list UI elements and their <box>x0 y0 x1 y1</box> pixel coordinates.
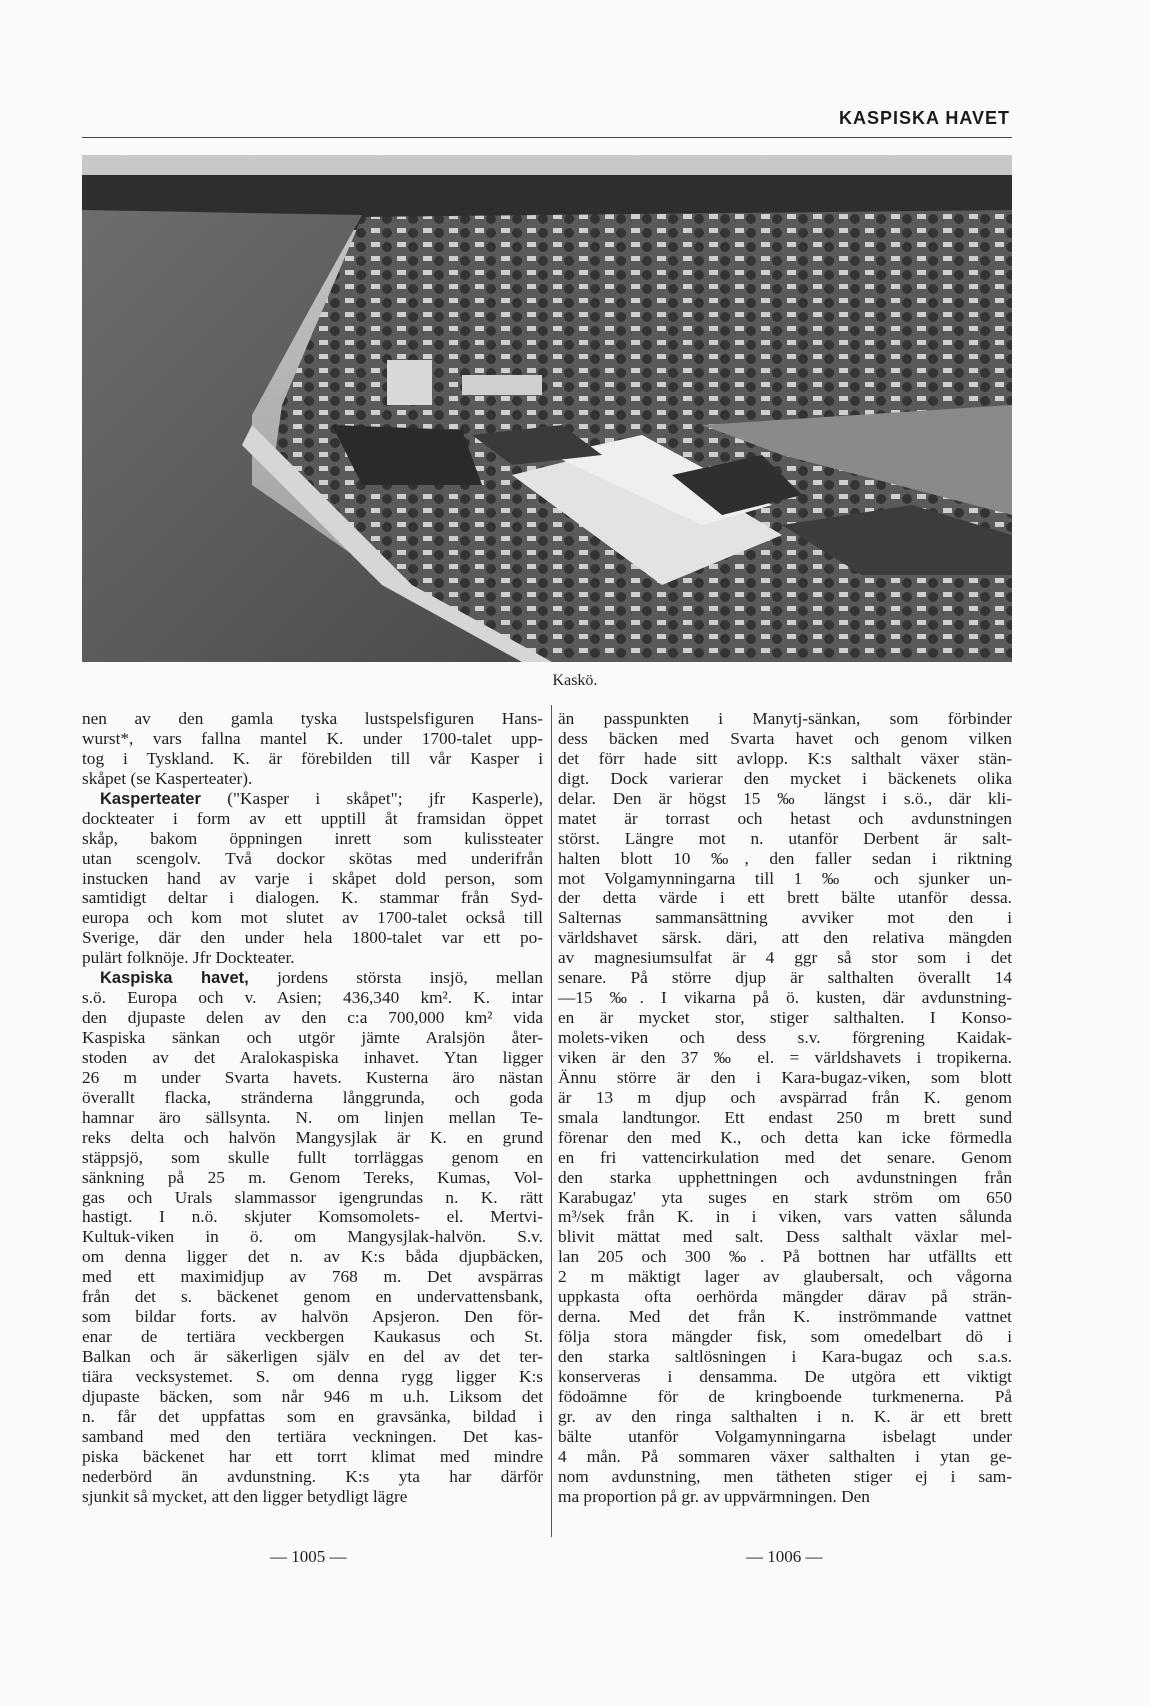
text-line: digt. Dock varierar den mycket i bäckenets olika <box>558 768 1012 788</box>
text-line: än passpunkten i Manytj-sänkan, som förbinder <box>558 709 1012 728</box>
entry-headword: Kaspiska havet, <box>100 969 249 988</box>
text-line: —15 ‰. I vikarna på ö. kusten, där avdunstning- <box>558 988 1012 1008</box>
text-line: stäppsjö, som skulle fullt torrläggas genom en <box>82 1147 543 1167</box>
text-line: delar. Den är högst 15 ‰ längst i s.ö., där kli- <box>558 788 1012 808</box>
text-line: blivit mättat med salt. Dess salthalt växlar mel- <box>558 1227 1012 1247</box>
text-line <box>82 968 543 988</box>
text-line: reks delta och halvön Mangysjlak är K. en grund <box>82 1127 543 1147</box>
text-line: som bildar forts. av halvön Apsjeron. Den för- <box>82 1307 543 1327</box>
text-line: der detta värde i ett brett bälte utanför dessa. <box>558 888 1012 908</box>
running-head: KASPISKA HAVET <box>838 108 1010 128</box>
text-line: tog i Tyskland. K. är förebilden till vår Kasper i <box>82 748 543 768</box>
text-line: Kultuk-viken in ö. om Mangysjlak-halvön. S.v. <box>82 1227 543 1247</box>
text-line: skåp, bakom öppningen inrett som kulissteater <box>82 828 543 848</box>
text-line: mot Volgamynningarna till 1 ‰ och sjunker un- <box>558 868 1012 888</box>
right-text-column <box>558 709 1012 1507</box>
text-line: från det s. bäckenet genom en undervattensbank, <box>82 1287 543 1307</box>
text-line: dockteater i form av ett upptill åt framsidan öppet <box>82 808 543 828</box>
text-line: sänkning på 25 m. Genom Tereks, Kumas, Vol- <box>82 1167 543 1187</box>
text-line: samtidigt deltar i dialogen. K. stammar från Syd- <box>82 888 543 908</box>
entry-headword: Kasperteater <box>100 789 201 808</box>
text-line: derna. Med det från K. inströmmande vattnet <box>558 1307 1012 1327</box>
text-line: nom avdunstning, men tätheten stiger ej i sam- <box>558 1466 1012 1486</box>
text-line: Kaspiska sänkan och utgör jämte Aralsjön åter- <box>82 1028 543 1047</box>
text-line: bälte utanför Volgamynningarna isbelagt under <box>558 1426 1012 1446</box>
text-line: födoämne för de kringboende turkmenerna. På <box>558 1386 1012 1406</box>
text-line: om denna ligger det n. av K:s båda djupbäcken, <box>82 1247 543 1267</box>
text-line: den starka upphettningen och avdunstningen från <box>558 1167 1012 1187</box>
text-line: Salternas sammansättning avviker mot den i <box>558 908 1012 928</box>
text-line: s.ö. Europa och v. Asien; 436,340 km². K. intar <box>82 988 543 1008</box>
text-line: den starka saltlösningen i Kara-bugaz och s.a.s. <box>558 1347 1012 1366</box>
text-line: med ett maximidjup av 768 m. Det avspärras <box>82 1267 543 1287</box>
text-line: överallt flacka, stränderna långgrunda, och goda <box>82 1087 543 1107</box>
text-line: 2 m mäktigt lager av glaubersalt, och vågorna <box>558 1267 1012 1287</box>
text-line: störst. Längre mot n. utanför Derbent är salt- <box>558 828 1012 848</box>
figure-caption: Kaskö. <box>552 672 598 689</box>
header-rule <box>82 137 1012 138</box>
text-line: n. får det uppfattas som en gravsänka, bildad i <box>82 1406 543 1426</box>
text-line: Ännu större är den i Kara-bugaz-viken, som blott <box>558 1067 1012 1087</box>
text-line: halten blott 10 ‰, den faller sedan i riktning <box>558 848 1012 868</box>
text-line: djupaste bäcken, som når 946 m u.h. Liksom det <box>82 1386 543 1406</box>
text-line: gas och Urals slammassor igengrundas n. K. rätt <box>82 1187 543 1207</box>
entry-text: jordens största insjö, mellan <box>248 968 544 988</box>
text-line: en fri vattencirkulation med det senare. Genom <box>558 1147 1012 1167</box>
text-line: konserveras i densamma. De utgöra ett viktigt <box>558 1366 1012 1386</box>
text-line: den djupaste delen av den c:a 700,000 km² vida <box>82 1008 543 1028</box>
text-line: Balkan och är säkerligen själv en del av det ter- <box>82 1347 543 1366</box>
text-line <box>82 789 543 809</box>
text-line: av magnesiumsulfat är 4 ggr så stor som i det <box>558 948 1012 968</box>
text-line: enar de tertiära veckbergen Kaukasus och St. <box>82 1327 543 1347</box>
text-line: molets-viken och dess s.v. förgrening Kaidak- <box>558 1028 1012 1047</box>
text-line: europa och kom mot slutet av 1700-talet också till <box>82 908 543 928</box>
text-line: uppkasta ofta oerhörda mängder därav på strän- <box>558 1287 1012 1307</box>
page-number-right: — 1006 — <box>746 1547 823 1566</box>
text-line: instucken hand av varje i skåpet dold person, som <box>82 868 543 888</box>
text-line: sjunkit så mycket, att den ligger betydligt lägre <box>82 1486 408 1506</box>
text-line: tiära vecksystemet. S. om denna rygg ligger K:s <box>82 1366 543 1386</box>
text-line: hamnar äro sällsynta. N. om linjen mellan Te- <box>82 1107 543 1127</box>
column-rule <box>551 705 552 1537</box>
text-line: m³/sek från K. in i viken, vars vatten sålunda <box>558 1207 1012 1227</box>
text-line: det förr hade sitt avlopp. K:s salthalt växer stän- <box>558 748 1012 768</box>
page-number-left: — 1005 — <box>270 1547 347 1566</box>
text-line: följa stora mängder fisk, som omedelbart dö i <box>558 1327 1012 1347</box>
text-line: Sverige, där den under hela 1800-talet var ett po- <box>82 928 543 948</box>
left-text-column <box>82 709 543 1507</box>
text-line: wurst*, vars fallna mantel K. under 1700-talet upp- <box>82 728 543 748</box>
text-line: skåpet (se Kasperteater). <box>82 768 253 788</box>
text-line: viken är den 37 ‰ el. = världshavets i tropikerna. <box>558 1047 1012 1067</box>
text-line: nederbörd än avdunstning. K:s yta har därför <box>82 1466 543 1486</box>
text-line: stoden av det Aralokaspiska inhavet. Ytan ligger <box>82 1047 543 1067</box>
text-line: senare. På större djup är salthalten överallt 14 <box>558 968 1012 988</box>
text-line: 4 mån. På sommaren växer salthalten i ytan ge- <box>558 1446 1012 1466</box>
text-line: världshavet särsk. däri, att den relativa mängden <box>558 928 1012 948</box>
text-line: dess bäcken med Svarta havet och genom vilken <box>558 728 1012 748</box>
text-line: förenar den med K., och detta kan icke förmedla <box>558 1127 1012 1147</box>
text-line: är 13 m djup och avspärrad från K. genom <box>558 1087 1012 1107</box>
text-line: utan scengolv. Två dockor skötas med underifrån <box>82 848 543 868</box>
text-line: en är mycket stor, stiger salthalten. I Konso- <box>558 1008 1012 1028</box>
text-line: hastigt. I n.ö. skjuter Komsomolets- el. Mertvi- <box>82 1207 543 1227</box>
text-line: ma proportion på gr. av uppvärmningen. Den <box>558 1486 870 1506</box>
text-line: 26 m under Svarta havets. Kusterna äro nästan <box>82 1067 543 1087</box>
text-line: smala landtungor. Ett endast 250 m brett sund <box>558 1107 1012 1127</box>
text-line: samband med den tertiära veckningen. Det kas- <box>82 1426 543 1446</box>
text-line: Karabugaz' yta suges en stark ström om 650 <box>558 1187 1012 1207</box>
aerial-photo-kasko <box>82 155 1012 662</box>
text-line: nen av den gamla tyska lustspelsfiguren Hans- <box>82 709 543 728</box>
text-line: piska bäckenet har ett torrt klimat med mindre <box>82 1446 543 1466</box>
text-line: matet är torrast och hetast och avdunstningen <box>558 808 1012 828</box>
text-line: lan 205 och 300 ‰. På bottnen har utfällts ett <box>558 1247 1012 1267</box>
text-line: pulärt folknöje. Jfr Dockteater. <box>82 948 295 968</box>
entry-text: ("Kasper i skåpet"; jfr Kasperle), <box>200 788 543 808</box>
text-line: gr. av den ringa salthalten i n. K. är ett brett <box>558 1406 1012 1426</box>
